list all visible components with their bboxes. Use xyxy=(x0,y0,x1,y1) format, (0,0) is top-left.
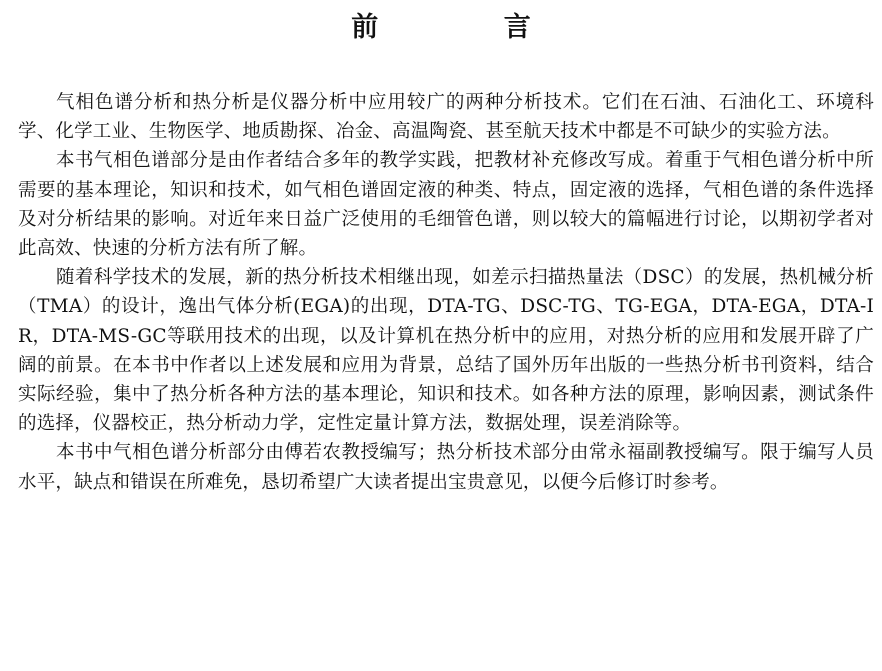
paragraph-4: 本书中气相色谱分析部分由傅若农教授编写；热分析技术部分由常永福副教授编写。限于编写人员水平，缺点和错误在所难免，恳切希望广大读者提出宝贵意见，以便今后修订时参考。 xyxy=(18,442,874,493)
preface-body xyxy=(18,88,874,497)
page-title: 前 言 xyxy=(351,12,589,43)
paragraph-2: 本书气相色谱部分是由作者结合多年的教学实践，把教材补充修改写成。着重于气相色谱分析中所需要的基本理论，知识和技术，如气相色谱固定液的种类、特点，固定液的选择，气相色谱的条件选择及对分析结果的影响。对近年来日益广泛使用的毛细管色谱，则以较大的篇幅进行讨论，以期初学者对此高效、快速的分析方法有所了解。 xyxy=(18,150,874,260)
paragraph-3: 随着科学技术的发展，新的热分析技术相继出现，如差示扫描热量法（DSC）的发展，热机械分析（TMA）的设计，逸出气体分析(EGA)的出现，DTA-TG、DSC-TG、TG-EGA，DTA-EGA，DTA-IR，DTA-MS-GC等联用技术的出现，以及计算机在热分析中的应用，对热分析的应用和发展开辟了广阔的前景。在本书中作者以上述发展和应用为背景，总结了国外历年出版的一些热分析书刊资料，结合实际经验，集中了热分析各种方法的基本理论，知识和技术。如各种方法的原理，影响因素，测试条件的选择，仪器校正，热分析动力学，定性定量计算方法，数据处理，误差消除等。 xyxy=(18,267,874,435)
paragraph-1: 气相色谱分析和热分析是仪器分析中应用较广的两种分析技术。它们在石油、石油化工、环境科学、化学工业、生物医学、地质勘探、冶金、高温陶瓷、甚至航天技术中都是不可缺少的实验方法。 xyxy=(18,92,874,143)
